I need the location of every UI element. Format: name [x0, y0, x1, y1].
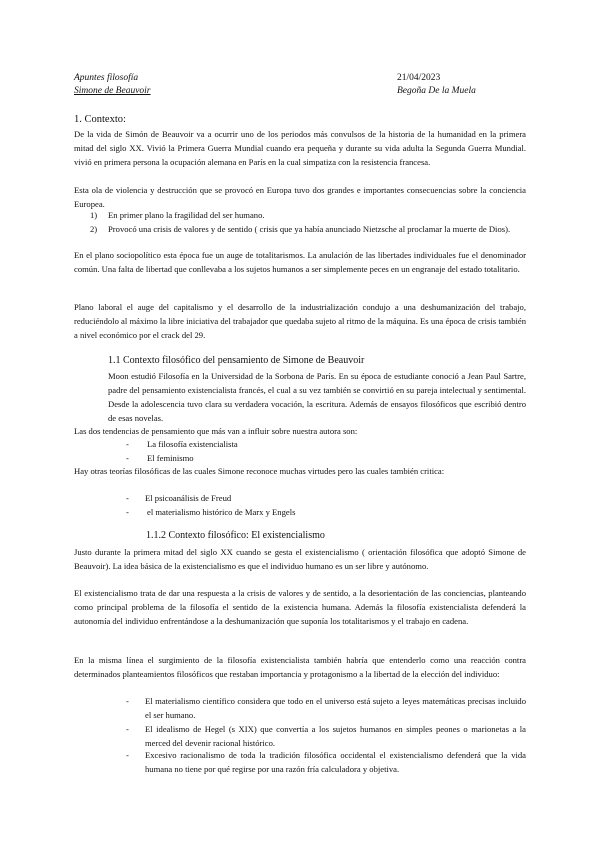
header-author: Begoña De la Muela [397, 86, 476, 96]
list3-item-1: El psicoanálisis de Freud [145, 493, 232, 503]
paragraph-9: El existencialismo trata de dar una respuesta a la crisis de valores y de sentido, a la desorientación de las conciencias, planteando como principal problema de la filosofía el sentido de la existencia humana. Además la filosofía existencialista defenderá la autonomía del individuo enfrentándose a la deshumanización que suponía los totalitarismos y el trabajo en cadena. [74, 588, 526, 626]
paragraph-6: Las dos tendencias de pensamiento que más van a influir sobre nuestra autora son: [74, 426, 358, 436]
paragraph-4: Plano laboral el auge del capitalismo y el desarrollo de la industrialización condujo a una deshumanización del trabajo, reduciéndolo al máximo la libre iniciativa del trabajador que quedaba sujeto al ritmo de la máquina. Es una época de crisis también a nivel económico por el crack del 29. [74, 302, 526, 340]
header-date: 21/04/2023 [397, 73, 441, 83]
list1-item-2: Provocó una crisis de valores y de sentido ( crisis que ya había anunciado Nietzsche al proclamar la muerte de Dios). [108, 224, 511, 234]
list3-item-2: el materialismo histórico de Marx y Engels [147, 507, 296, 517]
list1-num-2: 2) [90, 224, 98, 234]
list1-item-1: En primer plano la fragilidad del ser humano. [108, 210, 265, 220]
list2-dash-2: - [126, 453, 129, 463]
subsection-title-1-1: 1.1 Contexto filosófico del pensamiento de Simone de Beauvoir [108, 355, 365, 366]
list4-item-1: El materialismo científico considera que todo en el universo está sujeto a leyes matemáticas precisas incluido el ser humano. [145, 696, 526, 720]
list4-dash-2: - [126, 724, 129, 734]
subsection-title-1-1-2: 1.1.2 Contexto filosófico: El existencialismo [146, 530, 325, 541]
header-course: Apuntes filosofía [74, 73, 139, 83]
list1-num-1: 1) [90, 210, 98, 220]
paragraph-10: En la misma línea el surgimiento de la filosofía existencialista también habría que entenderlo como una reacción contra determinados planteamientos filosóficos que restaban importancia y protagonismo a la libertad de la elección del individuo: [74, 655, 526, 679]
header-topic: Simone de Beauvoir [74, 86, 151, 96]
list4-item-2: El idealismo de Hegel (s XIX) que convertía a los sujetos humanos en simples peones o marionetas a la merced del devenir racional histórico. [145, 724, 526, 748]
paragraph-2: Esta ola de violencia y destrucción que se provocó en Europa tuvo dos grandes e importantes consecuencias sobre la conciencia Europea. [74, 185, 526, 209]
list2-dash-1: - [126, 439, 129, 449]
list4-dash-3: - [126, 750, 129, 760]
paragraph-1: De la vida de Simón de Beauvoir va a ocurrir uno de los periodos más convulsos de la historia de la humanidad en la primera mitad del siglo XX. Vivió la Primera Guerra Mundial cuando era pequeña y durante su vida adulta la Segunda Guerra Mundial. vivió en primera persona la ocupación alemana en París en la cual simpatiza con la resistencia francesa. [74, 129, 526, 167]
list2-item-1: La filosofía existencialista [147, 439, 238, 449]
list3-dash-2: - [126, 507, 129, 517]
paragraph-8: Justo durante la primera mitad del siglo XX cuando se gesta el existencialismo ( orientación filosófica que adoptó Simone de Beauvoir). La idea básica de la existencialismo es que el individuo humano es un ser libre y autónomo. [74, 547, 526, 571]
list4-item-3: Excesivo racionalismo de toda la tradición filosófica occidental el existencialismo defenderá que la vida humana no tiene por qué regirse por una razón fría calculadora y objetiva. [145, 750, 526, 774]
list4-dash-1: - [126, 696, 129, 706]
section-title-contexto: 1. Contexto: [74, 114, 126, 125]
list2-item-2: El feminismo [147, 453, 194, 463]
paragraph-3: En el plano sociopolítico esta época fue un auge de totalitarismos. La anulación de las libertades individuales fue el denominador común. Una falta de libertad que conllevaba a los sujetos humanos a ser simplemente peces en un engranaje del estado totalitario. [74, 250, 526, 274]
paragraph-5: Moon estudió Filosofía en la Universidad de la Sorbona de París. En su época de estudiante conoció a Jean Paul Sartre, padre del pensamiento existencialista francés, el cual a su vez también se convirtió en su pareja intelectual y sentimental. Desde la adolescencia tuvo clara su verdadera vocación, la escritura. Además de ensayos filosóficos que escribió dentro de esas novelas. [108, 371, 526, 423]
list3-dash-1: - [126, 493, 129, 503]
paragraph-7: Hay otras teorías filosóficas de las cuales Simone reconoce muchas virtudes pero las cuales también critica: [74, 466, 445, 476]
